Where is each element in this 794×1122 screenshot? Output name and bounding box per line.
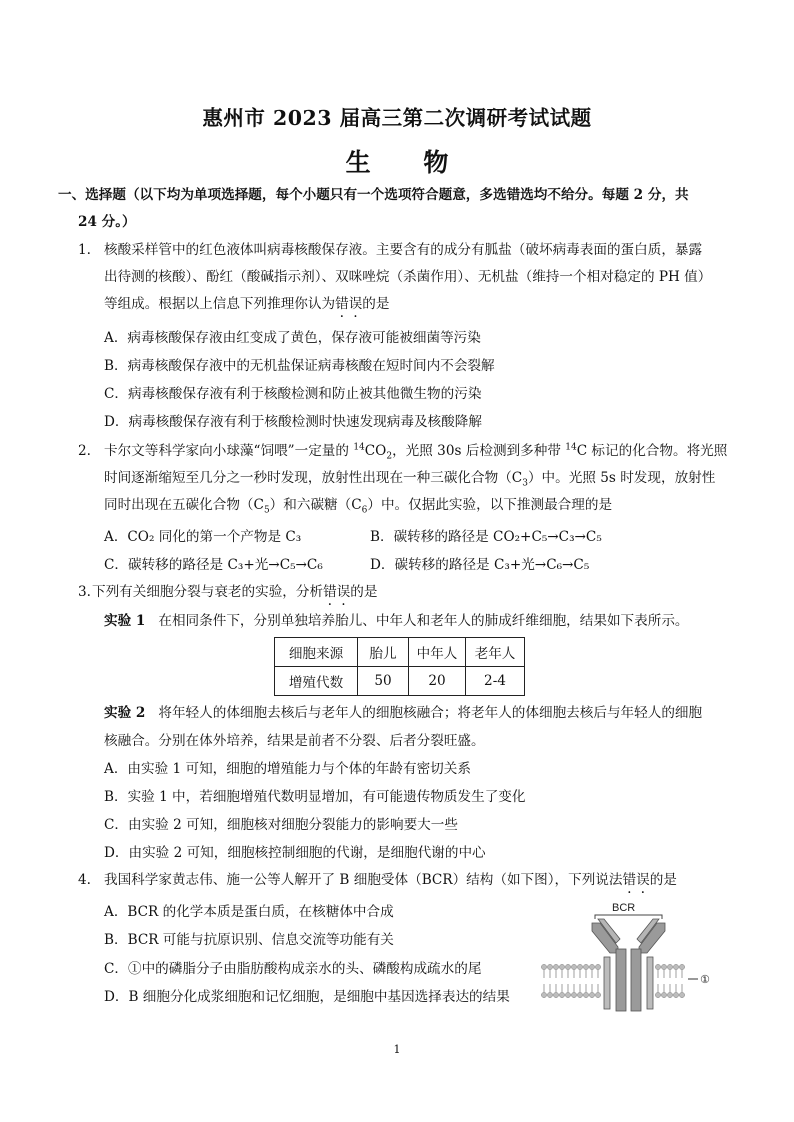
phospholipid-head: [565, 992, 570, 997]
phospholipid-head: [655, 992, 660, 997]
stem-right: [631, 949, 641, 1011]
text: ，光照 30s 后检测到多种带: [392, 443, 566, 459]
text: CO: [364, 443, 387, 459]
q2-option-a: A．CO₂ 同化的第一个产物是 C₃: [104, 529, 302, 545]
q2-number: 2.: [78, 443, 91, 459]
phospholipid-head: [589, 964, 594, 969]
exp1-text: 在相同条件下，分别单独培养胎儿、中年人和老年人的肺成纤维细胞，结果如下表所示。: [158, 613, 689, 629]
phospholipid-head: [679, 992, 684, 997]
q1-stem-pre: 等组成。根据以上信息下列推理你认为: [104, 296, 336, 312]
text: 同时出现在五碳化合物（C: [104, 497, 264, 513]
phospholipid-head: [577, 992, 582, 997]
page-number: 1: [393, 1043, 401, 1056]
phospholipid-head: [661, 992, 666, 997]
q3-option-c: C．由实验 2 可知，细胞核对细胞分裂能力的影响要大一些: [104, 817, 458, 833]
q1-stem-post: 的是: [362, 296, 390, 312]
text: ）和六碳糖（C: [269, 497, 362, 513]
subscript: 2: [386, 451, 393, 462]
subscript: 3: [522, 478, 528, 489]
q3-number: 3.: [78, 584, 91, 600]
phospholipid-head: [553, 992, 558, 997]
q3-option-a: A．由实验 1 可知，细胞的增殖能力与个体的年龄有密切关系: [104, 761, 471, 777]
phospholipid-head: [541, 992, 546, 997]
table-cell: 胎儿: [358, 638, 409, 667]
phospholipid-head: [673, 992, 678, 997]
q3-exp2-line1: [104, 704, 702, 722]
stem-left: [616, 949, 626, 1011]
text: 我国科学家黄志伟、施一公等人解开了 B 细胞受体（BCR）结构（如下图），下列说法: [104, 872, 623, 888]
emphasis-char: 误: [336, 584, 351, 600]
section-heading: 一、选择题（以下均为单项选择题，每个小题只有一个选项符合题意，多选错选均不给分。每题 2 分，共: [58, 187, 689, 203]
q4-number: 4.: [78, 872, 91, 888]
exp1-label: 实验 1: [104, 613, 146, 629]
q4-option-a: A．BCR 的化学本质是蛋白质，在核糖体中合成: [104, 904, 394, 920]
q2-stem-line2: [104, 469, 715, 487]
q3-stem: [92, 583, 377, 601]
emphasis-char: 错: [622, 872, 637, 888]
table-row: [275, 667, 525, 696]
subscript: 6: [361, 505, 368, 516]
phospholipid-head: [661, 964, 666, 969]
phospholipid-head: [583, 992, 588, 997]
q4-option-b: B．BCR 可能与抗原识别、信息交流等功能有关: [104, 932, 394, 948]
exp2-text: 将年轻人的体细胞去核后与老年人的细胞核融合；将老年人的体细胞去核后与年轻人的细胞: [158, 705, 703, 721]
table-cell: 中年人: [409, 638, 466, 667]
label-bracket: [595, 915, 662, 919]
phospholipid-head: [577, 964, 582, 969]
q1-stem-line3: [104, 295, 389, 313]
q3-exp2-line2: 核融合。分别在体外培养，结果是前者不分裂、后者分裂旺盛。: [104, 733, 485, 749]
co-receptor-left: [604, 957, 610, 1009]
q1-option-d: D．病毒核酸保存液有利于核酸检测时快速发现病毒及核酸降解: [104, 414, 482, 430]
q4-option-c: C．①中的磷脂分子由脂肪酸构成亲水的头、磷酸构成疏水的尾: [104, 961, 482, 977]
text: ）中。仅据此实验，以下推测最合理的是: [367, 497, 613, 513]
phospholipid-head: [565, 964, 570, 969]
table-cell: 细胞来源: [275, 638, 358, 667]
phospholipid-head: [673, 964, 678, 969]
subscript: 5: [263, 505, 270, 516]
phospholipid-head: [547, 964, 552, 969]
emphasis-char: 错: [323, 584, 337, 600]
phospholipid-head: [655, 964, 660, 969]
co-receptor-right: [647, 957, 653, 1009]
text: 卡尔文等科学家向小球藻“饲喂”一定量的: [104, 443, 354, 459]
table-cell: 50: [358, 667, 409, 696]
q3-exp1: [104, 612, 689, 630]
section-heading-cont: 24 分。）: [78, 214, 136, 230]
text: 的是: [350, 584, 378, 600]
q1-option-b: B．病毒核酸保存液中的无机盐保证病毒核酸在短时间内不会裂解: [104, 358, 495, 374]
superscript: 14: [565, 442, 577, 453]
phospholipid-head: [679, 964, 684, 969]
table-cell: 2-4: [466, 667, 525, 696]
text: C 标记的化合物。将光照: [576, 443, 728, 459]
phospholipid-head: [571, 964, 576, 969]
emphasis-char: 误: [636, 872, 650, 888]
q1-option-a: A．病毒核酸保存液由红变成了黄色，保存液可能被细菌等污染: [104, 330, 481, 346]
phospholipid-head: [559, 964, 564, 969]
text: 时间逐渐缩短至几分之一秒时发现，放射性出现在一种三碳化合物（C: [104, 470, 523, 486]
q4-option-d: D．B 细胞分化成浆细胞和记忆细胞，是细胞中基因选择表达的结果: [104, 989, 510, 1005]
exp2-label: 实验 2: [104, 705, 146, 721]
phospholipid-head: [571, 992, 576, 997]
q2-option-b: B．碳转移的路径是 CO₂+C₅→C₃→C₅: [370, 529, 602, 545]
table-row: [275, 638, 525, 667]
phospholipid-bilayer: [541, 964, 684, 997]
phospholipid-head: [595, 992, 600, 997]
phospholipid-head: [583, 964, 588, 969]
phospholipid-head: [595, 964, 600, 969]
q2-stem-line1: [104, 442, 727, 460]
q3-option-d: D．由实验 2 可知，细胞核控制细胞的代谢，是细胞代谢的中心: [104, 845, 486, 861]
figure-label: BCR: [612, 902, 636, 914]
phospholipid-head: [547, 992, 552, 997]
superscript: 14: [353, 442, 365, 453]
cell-data-table: [274, 637, 525, 696]
table-cell: 增殖代数: [275, 667, 358, 696]
q3-option-b: B．实验 1 中，若细胞增殖代数明显增加，有可能遗传物质发生了变化: [104, 789, 526, 805]
phospholipid-head: [667, 964, 672, 969]
text: ）中。光照 5s 时发现，放射性: [527, 470, 716, 486]
q2-stem-line3: [104, 496, 612, 514]
q4-stem: [104, 871, 677, 889]
page-title: 惠州市 2023 届高三第二次调研考试试题: [202, 106, 592, 130]
bcr-structure-diagram: [540, 897, 715, 1017]
q1-stem-line1: 核酸采样管中的红色液体叫病毒核酸保存液。主要含有的成分有胍盐（破坏病毒表面的蛋白质，暴露: [104, 242, 703, 258]
q1-number: 1.: [78, 242, 91, 258]
table-cell: 20: [409, 667, 466, 696]
table-cell: 老年人: [466, 638, 525, 667]
text: 的是: [649, 872, 677, 888]
bcr-receptor: [592, 919, 665, 1011]
emphasis-char: 错: [335, 296, 349, 312]
text: 下列有关细胞分裂与衰老的实验，分析: [92, 584, 324, 600]
phospholipid-head: [553, 964, 558, 969]
phospholipid-head: [559, 992, 564, 997]
q1-stem-line2: 出待测的核酸）、酚红（酸碱指示剂）、双咪唑烷（杀菌作用）、无机盐（维持一个相对稳定的 PH 值）: [104, 269, 712, 285]
marker-label: ①: [700, 973, 710, 986]
q1-option-c: C．病毒核酸保存液有利于核酸检测和防止被其他微生物的污染: [104, 386, 482, 402]
phospholipid-head: [589, 992, 594, 997]
q2-option-c: C．碳转移的路径是 C₃+光→C₅→C₆: [104, 557, 323, 573]
q2-option-d: D．碳转移的路径是 C₃+光→C₆→C₅: [370, 557, 590, 573]
emphasis-char: 误: [348, 296, 363, 312]
phospholipid-head: [667, 992, 672, 997]
phospholipid-head: [541, 964, 546, 969]
subject-title: 生 物: [345, 148, 471, 177]
